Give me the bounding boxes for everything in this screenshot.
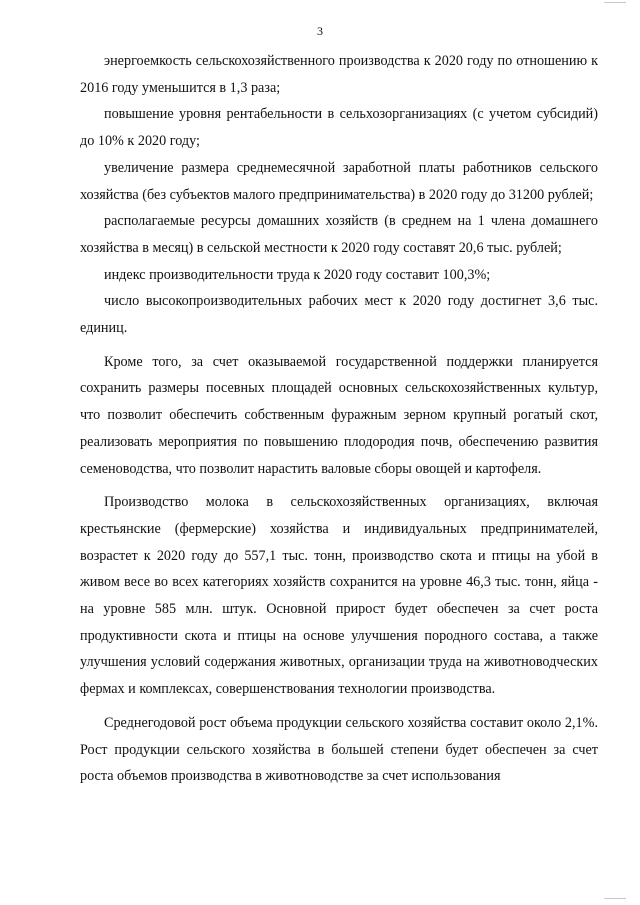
paragraph-productivity-index: индекс производительности труда к 2020 году составит 100,3%; [104,266,491,283]
paragraph-energy: энергоемкость сельскохозяйственного производства к 2020 году по отношению к 2016 году уменьшится в 1,3 раза; [80,53,598,96]
page-number: 3 [317,24,323,38]
paragraph-salary: увеличение размера среднемесячной заработной платы работников сельского хозяйства (без субъектов малого предпринимательства) в 2020 году до 31200 рублей; [80,159,598,203]
scan-mark-bottom [604,898,626,899]
paragraph-household-resources: располагаемые ресурсы домашних хозяйств (в среднем на 1 члена домашнего хозяйства в месяц) в сельской местности к 2020 году составят 20,6 тыс. рублей; [80,213,598,256]
document-body [80,48,598,790]
paragraph-state-support: Кроме того, за счет оказываемой государственной поддержки планируется сохранить размеры посевных площадей основных сельскохозяйственных культур, что позволит обеспечить собственным фуражным зерном крупный рогатый скот, реализовать мероприятия по повышению плодородия почв, обеспечению развития семеноводства, что позволит нарастить валовые сборы овощей и картофеля. [80,353,598,477]
paragraph-profitability: повышение уровня рентабельности в сельхозорганизациях (с учетом субсидий) до 10% к 2020 году; [80,106,598,150]
paragraph-workplaces: число высокопроизводительных рабочих мест к 2020 году достигнет 3,6 тыс. единиц. [80,293,598,337]
paragraph-annual-growth: Среднегодовой рост объема продукции сельского хозяйства составит около 2,1%. Рост продукции сельского хозяйства в большей степени будет обеспечен за счет роста объемов производства в животноводстве за счет использования [80,714,598,785]
paragraph-milk-production: Производство молока в сельскохозяйственных организациях, включая крестьянские (фермерские) хозяйства и индивидуальных предпринимателей, возрастет к 2020 году до 557,1 тыс. тонн, производство скота и птицы на убой в живом весе во всех категориях хозяйств сохранится на уровне 46,3 тыс. тонн, яйца - на уровне 585 млн. штук. Основной прирост будет обеспечен за счет роста продуктивности скота и птицы на основе улучшения породного состава, а также улучшения условий содержания животных, организации труда на животноводческих фермах и комплексах, совершенствования технологии производства. [80,494,598,698]
scan-mark-top [604,2,626,3]
